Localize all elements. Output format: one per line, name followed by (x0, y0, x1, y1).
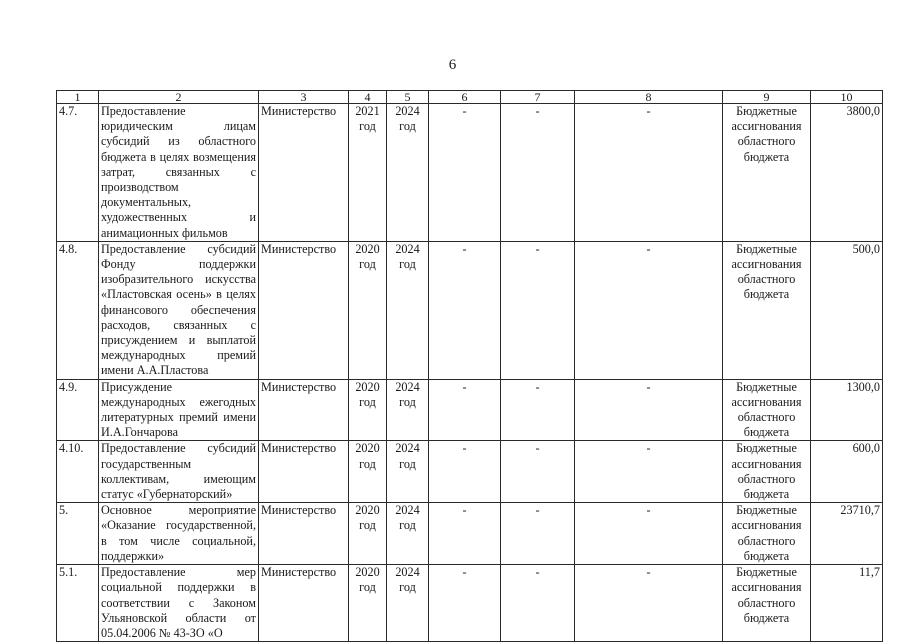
measure-name: Предоставление мер социальной поддержки в соответствии с Законом Ульяновской области от 05.04.2006 № 43-ЗО «О (99, 565, 259, 642)
col6-value: - (429, 503, 501, 565)
col7-value: - (501, 241, 575, 379)
funding-source: Бюджетные ассигнования областного бюджета (723, 241, 811, 379)
column-header-3: 3 (259, 91, 349, 104)
start-year (349, 241, 387, 379)
measure-name: Предоставление субсидий государственным коллективам, имеющим статус «Губернаторский» (99, 441, 259, 503)
end-year-unit: год (399, 456, 416, 471)
end-year-unit: год (399, 580, 416, 595)
page-number: 6 (448, 57, 457, 73)
end-year (387, 565, 429, 642)
row-number: 4.9. (57, 379, 99, 441)
amount: 1300,0 (811, 379, 883, 441)
table-header-row (57, 91, 883, 104)
col7-value: - (501, 503, 575, 565)
start-year-unit: год (359, 119, 376, 134)
executor: Министерство (259, 379, 349, 441)
column-header-7: 7 (501, 91, 575, 104)
table-row (57, 104, 883, 242)
end-year-value: 2024 (395, 441, 420, 456)
col8-value: - (575, 104, 723, 242)
start-year-value: 2021 (355, 104, 380, 118)
end-year (387, 503, 429, 565)
executor: Министерство (259, 241, 349, 379)
end-year-value: 2024 (395, 241, 420, 256)
end-year-unit: год (399, 394, 416, 409)
start-year-value: 2020 (355, 241, 380, 256)
start-year (349, 441, 387, 503)
table-row (57, 503, 883, 565)
end-year-unit: год (399, 257, 416, 272)
col8-value: - (575, 565, 723, 642)
row-number: 4.10. (57, 441, 99, 503)
start-year (349, 379, 387, 441)
end-year-value: 2024 (395, 565, 420, 580)
measure-name: Предоставление юридическим лицам субсидий из областного бюджета в целях возмещения затрат, связанных с производством документальных, художественных и анимационных фильмов (99, 104, 259, 242)
col6-value: - (429, 565, 501, 642)
col6-value: - (429, 441, 501, 503)
funding-source: Бюджетные ассигнования областного бюджета (723, 441, 811, 503)
start-year-value: 2020 (355, 379, 380, 394)
table-row (57, 379, 883, 441)
row-number: 5. (57, 503, 99, 565)
executor: Министерство (259, 441, 349, 503)
col6-value: - (429, 379, 501, 441)
amount: 500,0 (811, 241, 883, 379)
end-year (387, 441, 429, 503)
col7-value: - (501, 379, 575, 441)
col8-value: - (575, 441, 723, 503)
measure-name: Основное мероприятие «Оказание государственной, в том числе социальной, поддержки» (99, 503, 259, 565)
program-measures-table (56, 90, 883, 642)
row-number: 4.8. (57, 241, 99, 379)
amount: 11,7 (811, 565, 883, 642)
column-header-5: 5 (387, 91, 429, 104)
col7-value: - (501, 565, 575, 642)
table-row (57, 441, 883, 503)
end-year-value: 2024 (395, 104, 420, 118)
col6-value: - (429, 241, 501, 379)
end-year (387, 104, 429, 242)
start-year (349, 104, 387, 242)
start-year (349, 565, 387, 642)
col6-value: - (429, 104, 501, 242)
col7-value: - (501, 104, 575, 242)
start-year-unit: год (359, 257, 376, 272)
executor: Министерство (259, 503, 349, 565)
col7-value: - (501, 441, 575, 503)
column-header-4: 4 (349, 91, 387, 104)
measure-name: Предоставление субсидий Фонду поддержки изобразительного искусства «Пластовская осень» в целях финансового обеспечения расходов, связанных с присуждением и выплатой международных премий имени А.А.Пластова (99, 241, 259, 379)
funding-source: Бюджетные ассигнования областного бюджета (723, 104, 811, 242)
start-year (349, 503, 387, 565)
start-year-unit: год (359, 456, 376, 471)
col8-value: - (575, 241, 723, 379)
end-year (387, 379, 429, 441)
start-year-unit: год (359, 394, 376, 409)
column-header-1: 1 (57, 91, 99, 104)
amount: 600,0 (811, 441, 883, 503)
end-year (387, 241, 429, 379)
row-number: 4.7. (57, 104, 99, 242)
amount: 23710,7 (811, 503, 883, 565)
col8-value: - (575, 503, 723, 565)
funding-source: Бюджетные ассигнования областного бюджета (723, 565, 811, 642)
start-year-value: 2020 (355, 565, 380, 580)
column-header-6: 6 (429, 91, 501, 104)
column-header-9: 9 (723, 91, 811, 104)
start-year-value: 2020 (355, 503, 380, 518)
amount: 3800,0 (811, 104, 883, 242)
measure-name: Присуждение международных ежегодных литературных премий имени И.А.Гончарова (99, 379, 259, 441)
table-row (57, 241, 883, 379)
row-number: 5.1. (57, 565, 99, 642)
table-body (57, 104, 883, 642)
executor: Министерство (259, 565, 349, 642)
start-year-unit: год (359, 518, 376, 533)
column-header-2: 2 (99, 91, 259, 104)
start-year-unit: год (359, 580, 376, 595)
end-year-value: 2024 (395, 503, 420, 518)
executor: Министерство (259, 104, 349, 242)
col8-value: - (575, 379, 723, 441)
column-header-8: 8 (575, 91, 723, 104)
funding-source: Бюджетные ассигнования областного бюджета (723, 503, 811, 565)
funding-source: Бюджетные ассигнования областного бюджета (723, 379, 811, 441)
column-header-10: 10 (811, 91, 883, 104)
end-year-value: 2024 (395, 379, 420, 394)
end-year-unit: год (399, 119, 416, 134)
table-row (57, 565, 883, 642)
start-year-value: 2020 (355, 441, 380, 456)
end-year-unit: год (399, 518, 416, 533)
